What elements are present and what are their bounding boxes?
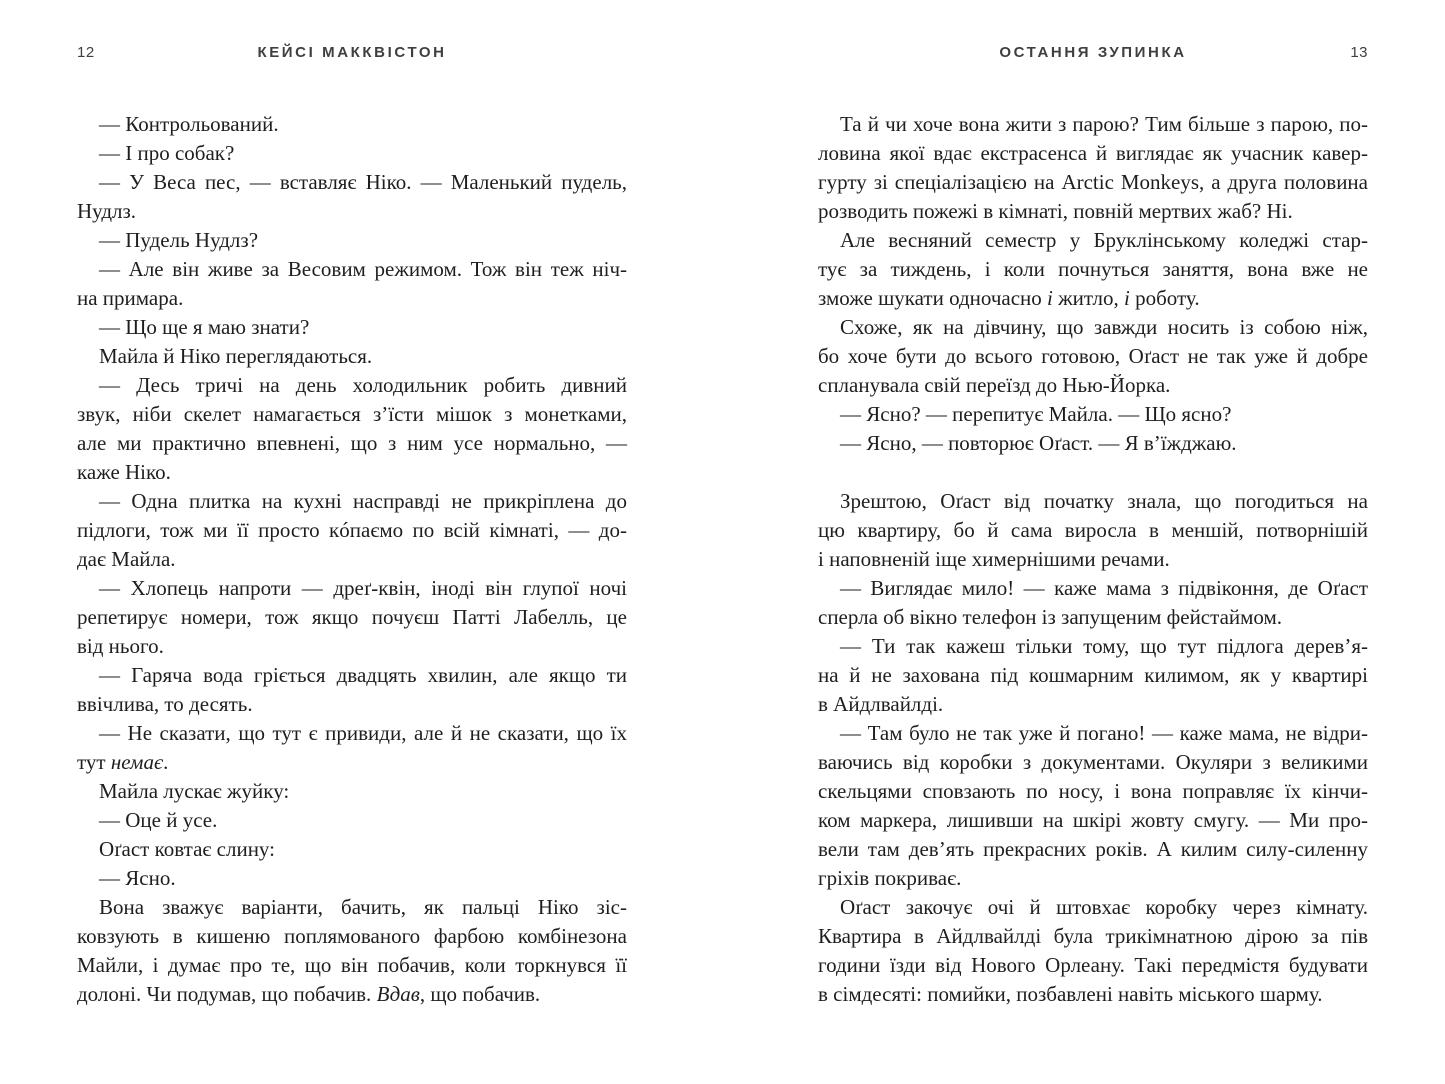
text-line: дає Майла.	[77, 547, 176, 571]
text-line: репетирує номери, тож якщо почуєш Патті Лабелль, це	[77, 605, 627, 629]
text-line: скельцями сповзають по носу, і вона поправляє їх кінчи-	[818, 779, 1368, 803]
text-line: — Ясно.	[99, 866, 176, 890]
text-line: в сімдесяті: помийки, позбавлені навіть міського шарму.	[818, 982, 1323, 1006]
text-line: Майла й Ніко переглядаються.	[99, 344, 373, 368]
text-line: звук, ніби скелет намагається з’їсти мішок з монетками,	[77, 402, 627, 426]
text-line: — Виглядає мило! — каже мама з підвіконня, де Оґаст	[840, 576, 1368, 600]
text-line: — Там було не так уже й погано! — каже мама, не відри-	[840, 721, 1368, 745]
section-break	[818, 458, 1368, 487]
text-line: — Контрольований.	[99, 112, 279, 136]
text-line: ввічлива, то десять.	[77, 692, 253, 716]
text-line: Вона зважує варіанти, бачить, як пальці Ніко зіс-	[99, 895, 627, 919]
text-line: — Хлопець напроти — дреґ-квін, іноді він глупої ночі	[99, 576, 627, 600]
text-line: ловина якої вдає екстрасенса й виглядає як учасник кавер-	[818, 141, 1368, 165]
text-line: сперла об вікно телефон із запущеним фейстаймом.	[818, 605, 1283, 629]
text-line: — Ясно? — перепитує Майла. — Що ясно?	[840, 402, 1232, 426]
page-left	[0, 0, 722, 1084]
text-line: спланувала свій переїзд до Нью-Йорка.	[818, 373, 1171, 397]
text-line: — І про собак?	[99, 141, 235, 165]
text-line: каже Ніко.	[77, 460, 171, 484]
text-line: — Що ще я маю знати?	[99, 315, 310, 339]
running-head-left	[77, 44, 627, 64]
text-line: зможе шукати одночасно і житло, і роботу.	[818, 286, 1200, 310]
page-number-left: 12	[77, 44, 95, 61]
text-line: Схоже, як на дівчину, що завжди носить із собою ніж,	[840, 315, 1368, 339]
page-text-left	[77, 110, 627, 1009]
text-line: — Десь тричі на день холодильник робить дивний	[99, 373, 627, 397]
text-line: ваючись від коробки з документами. Окуляри з великими	[818, 750, 1368, 774]
text-line: Нудлз.	[77, 199, 137, 223]
running-head-right	[818, 44, 1368, 64]
text-line: на примара.	[77, 286, 184, 310]
text-line: — Не сказати, що тут є привиди, але й не сказати, що їх	[99, 721, 627, 745]
text-line: вели там дев’ять прекрасних років. А килим силу-силенну	[818, 837, 1368, 861]
text-line: Майла лускає жуйку:	[99, 779, 290, 803]
page-text-right	[818, 110, 1368, 1009]
text-line: Майли, і думає про те, що він побачив, коли торкнувся її	[77, 953, 627, 977]
running-header-book-title: ОСТАННЯ ЗУПИНКА	[999, 44, 1187, 61]
text-line: але ми практично впевнені, що з ним усе нормально, —	[77, 431, 627, 455]
text-line: — Пудель Нудлз?	[99, 228, 259, 252]
text-line: — Одна плитка на кухні насправді не прикріплена до	[99, 489, 627, 513]
text-line: Квартира в Айдлвайлді була трикімнатною дірою за пів	[818, 924, 1368, 948]
text-line: на й не захована під кошмарним килимом, як у квартирі	[818, 663, 1368, 687]
text-line: долоні. Чи подумав, що побачив. Вдав, що побачив.	[77, 982, 541, 1006]
text-line: Оґаст закочує очі й штовхає коробку через кімнату.	[840, 895, 1368, 919]
running-header-author: КЕЙСІ МАККВІСТОН	[257, 44, 447, 61]
text-line: ковзують в кишеню поплямованого фарбою комбінезона	[77, 924, 627, 948]
text-line: — У Веса пес, — вставляє Ніко. — Маленький пудель,	[99, 170, 627, 194]
text-line: в Айдлвайлді.	[818, 692, 944, 716]
text-line: підлоги, тож ми її просто кóпаємо по всій кімнаті, — до-	[77, 518, 627, 542]
text-line: — Оце й усе.	[99, 808, 218, 832]
text-line: — Але він живе за Весовим режимом. Тож він теж ніч-	[99, 257, 627, 281]
text-line: цю квартиру, бо й сама виросла в меншій, потворнішій	[818, 518, 1368, 542]
text-line: бо хоче бути до всього готовою, Оґаст не так уже й добре	[818, 344, 1368, 368]
page-number-right: 13	[1350, 44, 1368, 61]
text-line: Зрештою, Оґаст від початку знала, що погодиться на	[840, 489, 1368, 513]
text-line: і наповненій іще химернішими речами.	[818, 547, 1170, 571]
text-line: від нього.	[77, 634, 164, 658]
text-line: години їзди від Нового Орлеану. Такі передмістя будувати	[818, 953, 1368, 977]
text-line: — Гаряча вода гріється двадцять хвилин, але якщо ти	[99, 663, 627, 687]
page-right	[722, 0, 1445, 1084]
text-line: Але весняний семестр у Бруклінському коледжі стар-	[840, 228, 1368, 252]
text-line: — Ти так кажеш тільки тому, що тут підлога дерев’я-	[840, 634, 1368, 658]
text-line: ком маркера, лишивши на шкірі жовту смугу. — Ми про-	[818, 808, 1368, 832]
text-line: тує за тиждень, і коли почнуться заняття, вона вже не	[818, 257, 1368, 281]
text-line: Оґаст ковтає слину:	[99, 837, 275, 861]
text-line: гурту зі спеціалізацією на Arctic Monkeys, а друга половина	[818, 170, 1368, 194]
text-line: тут немає.	[77, 750, 169, 774]
text-line: розводить пожежі в кімнаті, повній мертвих жаб? Ні.	[818, 199, 1293, 223]
text-line: гріхів покриває.	[818, 866, 962, 890]
text-line: Та й чи хоче вона жити з парою? Тим більше з парою, по-	[840, 112, 1368, 136]
text-line: — Ясно, — повторює Оґаст. — Я в’їжджаю.	[840, 431, 1237, 455]
